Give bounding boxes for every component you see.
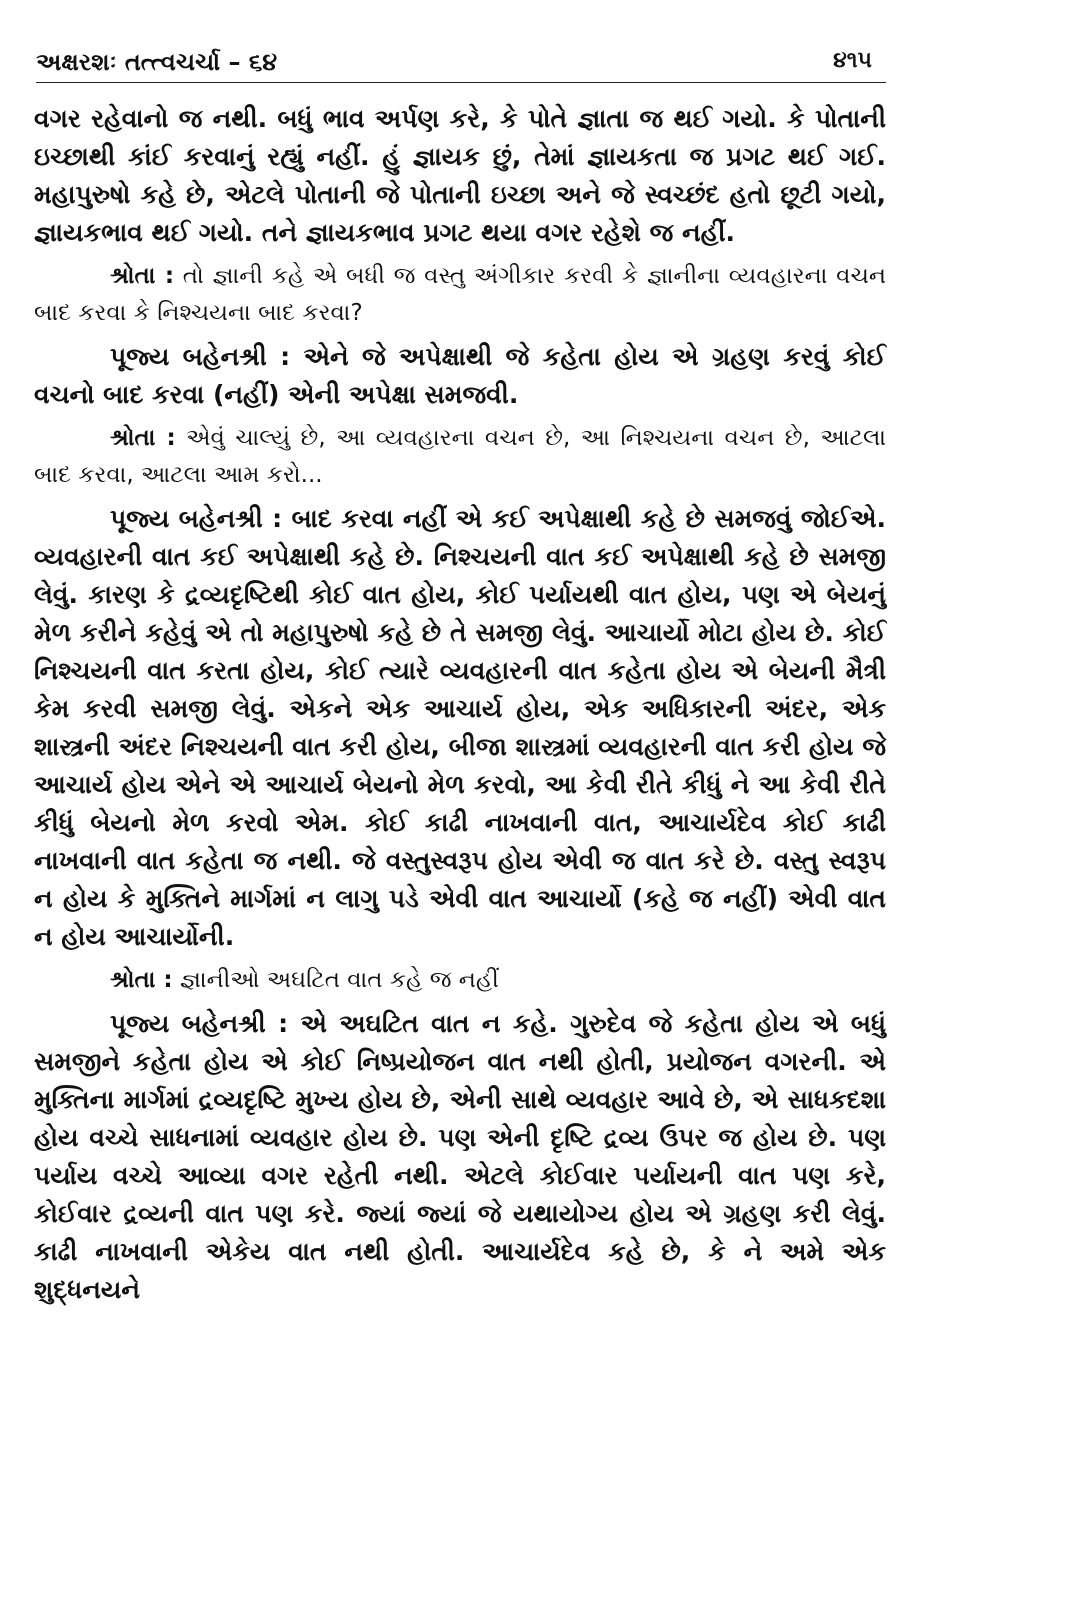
paragraph-text: વગર રહેવાનો જ નથી. બધું ભાવ અર્પણ કરે, કે પોતે જ્ઞાતા જ થઈ ગયો. કે પોતાની ઇચ્છાથી કાંઈ કરવાનું રહ્યું નહીં. હું જ્ઞાયક છું, તેમાં જ્ઞાયકતા જ પ્રગટ થઈ ગઈ. મહાપુરુષો કહે છે, એટલે પોતાની જે પોતાની ઇચ્છા અને જે સ્વચ્છંદ હતો છૂટી ગયો, જ્ઞાયકભાવ થઈ ગયો. તને જ્ઞાયકભાવ પ્રગટ થયા વગર રહેશે જ નહીં. (34, 104, 886, 247)
speaker-label: પૂજ્ય બહેનશ્રી : (110, 342, 291, 371)
paragraph-text: એવું ચાલ્યું છે, આ વ્યવહારના વચન છે, આ નિશ્ચયના વચન છે, આટલા બાદ કરવા, આટલા આમ કરો... (34, 425, 887, 488)
page-header (36, 42, 886, 83)
paragraph-listener-question (34, 258, 886, 332)
paragraph-text: જ્ઞાનીઓ અઘટિત વાત કહે જ નહીં (179, 967, 499, 993)
paragraph-text: બાદ કરવા નહીં એ કઈ અપેક્ષાથી કહે છે સમજવું જોઈએ. વ્યવહારની વાત કઈ અપેક્ષાથી કહે છે. નિશ્ચયની વાત કઈ અપેક્ષાથી કહે છે સમજી લેવું. કારણ કે દ્રવ્યદૃષ્ટિથી કોઈ વાત હોય, કોઈ પર્યાયથી વાત હોય, પણ એ બેયનું મેળ કરીને કહેવું એ તો મહાપુરુષો કહે છે તે સમજી લેવું. આચાર્યો મોટા હોય છે. કોઈ નિશ્ચયની વાત કરતા હોય, કોઈ ત્યારે વ્યવહારની વાત કહેતા હોય એ બેયની મૈત્રી કેમ કરવી સમજી લેવું. એકને એક આચાર્ય હોય, એક અધિકારની અંદર, એક શાસ્ત્રની અંદર નિશ્ચયની વાત કરી હોય, બીજા શાસ્ત્રમાં વ્યવહારની વાત કરી હોય જે આચાર્ય હોય એને એ આચાર્ય બેયનો મેળ કરવો, આ કેવી રીતે કીધું ને આ કેવી રીતે કીધું બેયનો મેળ કરવો એમ. કોઈ કાઢી નાખવાની વાત, આચાર્યદેવ કોઈ કાઢી નાખવાની વાત કહેતા જ નથી. જે વસ્તુસ્વરૂપ હોય એવી જ વાત કરે છે. વસ્તુ સ્વરૂપ ન હોય કે મુક્તિને માર્ગમાં ન લાગુ પડે એવી વાત આચાર્યો (કહે જ નહીં) એવી વાત ન હોય આચાર્યોની. (34, 504, 886, 951)
paragraph-continuation (34, 100, 886, 252)
paragraph-bahenshree-answer (34, 1005, 886, 1309)
paragraph-bahenshree-answer (34, 500, 886, 956)
running-title: અક્ષરશઃ તત્ત્વચર્ચા – ૬૪ (36, 48, 278, 76)
speaker-label: પૂજ્ય બહેનશ્રી : (110, 504, 283, 533)
speaker-label: શ્રોતા : (110, 967, 173, 993)
page-body (34, 100, 886, 1315)
speaker-label: શ્રોતા : (110, 263, 175, 289)
paragraph-bahenshree-answer (34, 338, 886, 414)
paragraph-text: એને જે અપેક્ષાથી જે કહેતા હોય એ ગ્રહણ કરવું કોઈ વચનો બાદ કરવા (નહીં) એની અપેક્ષા સમજવી. (34, 342, 886, 409)
paragraph-listener-question (34, 420, 886, 494)
paragraph-listener-question (34, 962, 886, 999)
page-number: ૪૧૫ (833, 48, 872, 73)
paragraph-text: તો જ્ઞાની કહે એ બધી જ વસ્તુ અંગીકાર કરવી કે જ્ઞાનીના વ્યવહારના વચન બાદ કરવા કે નિશ્ચયના બાદ કરવા? (34, 263, 886, 326)
paragraph-text: એ અઘટિત વાત ન કહે. ગુરુદેવ જે કહેતા હોય એ બધું સમજીને કહેતા હોય એ કોઈ નિષ્પ્રયોજન વાત નથી હોતી, પ્રયોજન વગરની. એ મુક્તિના માર્ગમાં દ્રવ્યદૃષ્ટિ મુખ્ય હોય છે, એની સાથે વ્યવહાર આવે છે, એ સાધકદશા હોય વચ્ચે સાધનામાં વ્યવહાર હોય છે. પણ એની દૃષ્ટિ દ્રવ્ય ઉપર જ હોય છે. પણ પર્યાય વચ્ચે આવ્યા વગર રહેતી નથી. એટલે કોઈવાર પર્યાયની વાત પણ કરે, કોઈવાર દ્રવ્યની વાત પણ કરે. જ્યાં જ્યાં જે યથાયોગ્ય હોય એ ગ્રહણ કરી લેવું. કાઢી નાખવાની એકેય વાત નથી હોતી. આચાર્યદેવ કહે છે, કે ને અમે એક શુદ્ધનયને (34, 1009, 886, 1304)
speaker-label: શ્રોતા : (110, 425, 176, 451)
speaker-label: પૂજ્ય બહેનશ્રી : (110, 1009, 289, 1038)
